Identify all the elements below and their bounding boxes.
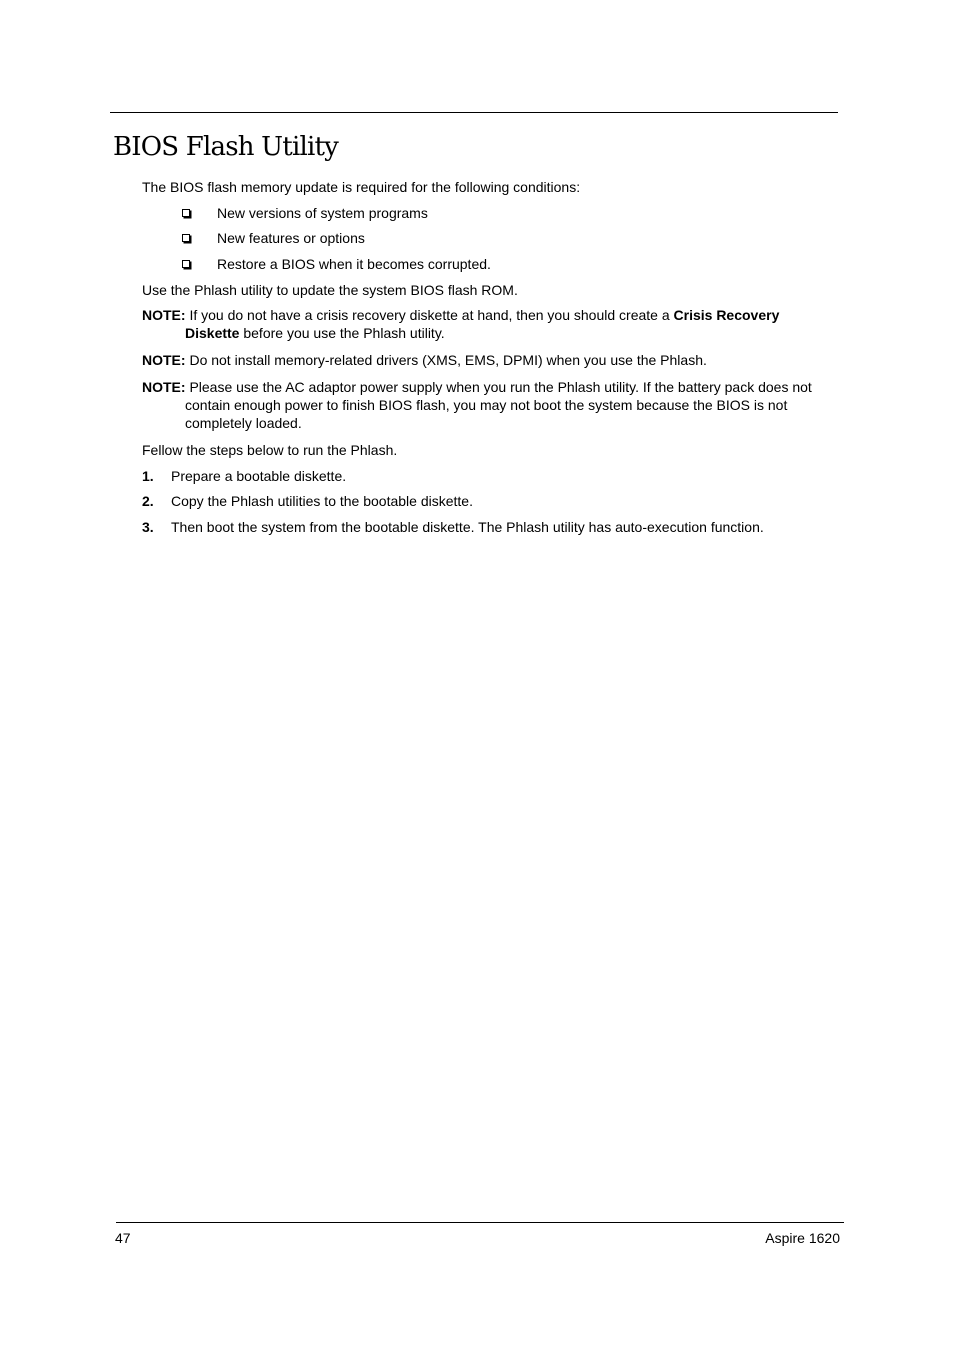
step-number: 1. [142,468,154,484]
note-text: Do not install memory-related drivers (XMS, EMS, DPMI) when you use the Phlash. [185,352,707,368]
note-ac-adaptor [142,378,837,432]
checkbox-bullet-icon [182,260,190,268]
note-bold-text: Crisis Recovery [673,307,780,323]
note-label: NOTE: [142,307,186,323]
note-label: NOTE: [142,352,186,368]
note-text: before you use the Phlash utility. [239,325,445,341]
header-rule [110,112,838,113]
note-label: NOTE: [142,379,186,395]
checkbox-bullet-icon [182,234,190,242]
product-name: Aspire 1620 [765,1230,840,1246]
note-crisis-diskette [142,306,837,342]
use-phlash-text: Use the Phlash utility to update the system BIOS flash ROM. [142,282,518,298]
note-text: completely loaded. [185,415,302,431]
list-item-text: Restore a BIOS when it becomes corrupted. [217,256,491,272]
list-item-text: New features or options [217,230,365,246]
note-text: If you do not have a crisis recovery diskette at hand, then you should create a [185,307,674,323]
intro-text: The BIOS flash memory update is required for the following conditions: [142,179,581,195]
step-text: Then boot the system from the bootable diskette. The Phlash utility has auto-execution function. [171,519,764,535]
note-text: Please use the AC adaptor power supply when you run the Phlash utility. If the battery pack does not [185,379,812,395]
step-number: 3. [142,519,154,535]
checkbox-bullet-icon [182,209,190,217]
page-title: BIOS Flash Utility [113,132,339,162]
note-memory-drivers [142,351,837,369]
steps-intro-text: Fellow the steps below to run the Phlash. [142,442,398,458]
step-text: Prepare a bootable diskette. [171,468,347,484]
note-bold-text: Diskette [185,325,240,341]
step-text: Copy the Phlash utilities to the bootable diskette. [171,493,473,509]
footer-rule [116,1222,844,1223]
step-number: 2. [142,493,154,509]
list-item-text: New versions of system programs [217,205,428,221]
page-number: 47 [115,1230,131,1246]
note-text: contain enough power to finish BIOS flash, you may not boot the system because the BIOS is not [185,397,788,413]
